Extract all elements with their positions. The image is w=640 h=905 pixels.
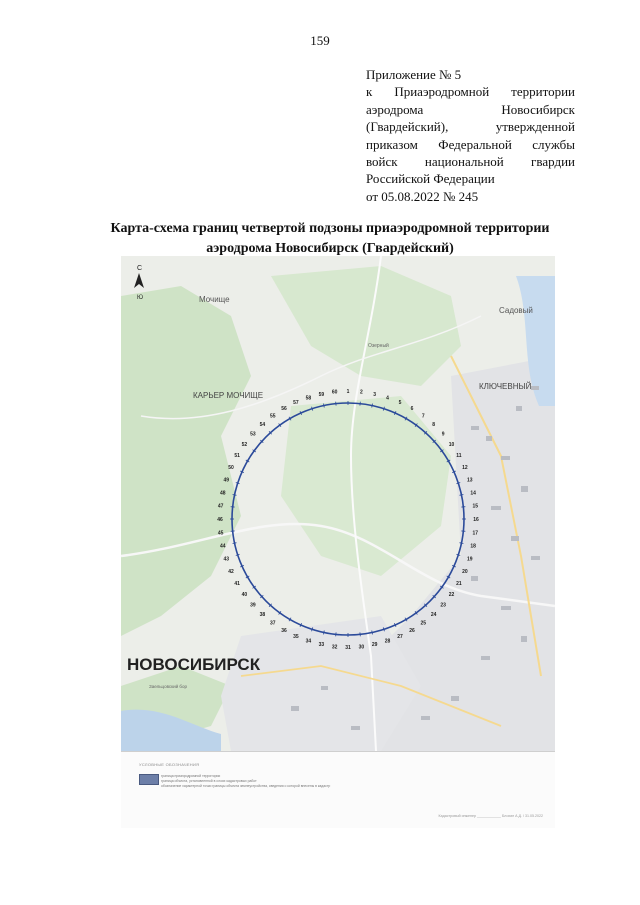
boundary-point-label: 14 — [470, 490, 476, 497]
boundary-point-label: 5 — [398, 400, 402, 407]
boundary-point-label: 45 — [217, 530, 224, 537]
page-number: 159 — [310, 33, 330, 48]
boundary-point-label: 38 — [259, 612, 266, 619]
boundary-point-label: 25 — [420, 620, 427, 627]
place-label: Заельцовский бор — [149, 684, 187, 689]
boundary-point-label: 21 — [456, 581, 462, 587]
map-title-line: Карта-схема границ четвертой подзоны приаэродромной территории — [110, 221, 550, 236]
boundary-point-label: 33 — [318, 642, 325, 649]
boundary-point-label: 6 — [410, 406, 414, 413]
boundary-point-label: 7 — [421, 413, 425, 420]
legend-header: УСЛОВНЫЕ ОБОЗНАЧЕНИЯ — [139, 762, 200, 767]
boundary-point-label: 52 — [241, 441, 248, 448]
boundary-point-label: 58 — [305, 395, 312, 402]
boundary-point-label: 59 — [318, 391, 325, 398]
boundary-point-label: 60 — [331, 389, 338, 396]
boundary-point-label: 28 — [384, 638, 391, 645]
legend-item: граница приаэродромной территории — [161, 774, 221, 778]
boundary-point-label: 13 — [466, 477, 473, 484]
appendix-line: аэродрома Новосибирск — [366, 101, 575, 117]
boundary-point-label: 18 — [470, 543, 476, 550]
appendix-line: к Приаэродромной территории — [366, 84, 575, 100]
boundary-point-label: 43 — [223, 556, 230, 563]
city-label: НОВОСИБИРСК — [127, 655, 261, 674]
boundary-point-label: 54 — [259, 421, 266, 428]
map-title — [60, 219, 600, 259]
boundary-point-label: 49 — [223, 477, 230, 484]
boundary-point-label: 17 — [472, 530, 479, 537]
legend-item: обозначение характерной точки границы объекта землеустройства, сведения о которой внесены в кадастр — [161, 784, 331, 788]
map-svg — [121, 256, 555, 751]
appendix-line: Приложение № 5 — [366, 67, 462, 82]
appendix-line: Российской Федерации — [366, 171, 495, 187]
legend-symbol — [139, 774, 159, 785]
boundary-point-label: 12 — [462, 464, 468, 471]
boundary-point-label: 22 — [448, 592, 455, 599]
appendix-line: от 05.08.2022 № 245 — [366, 188, 479, 204]
appendix-block — [366, 66, 575, 205]
boundary-point-label: 34 — [305, 638, 312, 645]
legend-block — [121, 751, 555, 828]
boundary-point-label: 23 — [440, 602, 446, 609]
boundary-point-label: 37 — [269, 620, 276, 627]
boundary-point-label: 11 — [456, 453, 462, 459]
boundary-point-label: 19 — [466, 556, 473, 563]
boundary-point-label: 57 — [293, 400, 299, 407]
place-label: Мочище — [199, 295, 230, 304]
boundary-point-label: 24 — [430, 612, 437, 619]
boundary-point-label: 15 — [472, 503, 479, 510]
appendix-line: приказом Федеральной службы — [366, 136, 575, 152]
place-label: КАРЬЕР МОЧИЩЕ — [193, 391, 264, 400]
appendix-line: войск национальной гвардии — [366, 154, 575, 170]
boundary-point-label: 41 — [234, 581, 240, 587]
boundary-point-label: 2 — [359, 389, 363, 396]
appendix-line: (Гвардейский), утвержденной — [366, 119, 575, 135]
map-title-line: аэродрома Новосибирск (Гвардейский) — [206, 241, 454, 256]
boundary-point-label: 44 — [220, 543, 226, 550]
place-label: Озерный — [368, 343, 389, 349]
boundary-point-label: 1 — [346, 389, 350, 395]
compass-north-label: С — [137, 265, 143, 272]
boundary-point-label: 39 — [250, 602, 256, 609]
boundary-point-label: 40 — [241, 592, 248, 599]
legend-item: граница объекта, установленной в слоях кадастровых работ — [161, 779, 257, 783]
boundary-point-label: 3 — [373, 391, 377, 398]
boundary-point-label: 32 — [331, 644, 338, 651]
boundary-point-label: 30 — [358, 644, 365, 651]
boundary-point-label: 26 — [409, 627, 415, 634]
boundary-point-label: 48 — [220, 490, 226, 497]
place-label: КЛЮЧЕВНЫЙ — [479, 382, 532, 391]
compass-south-label: Ю — [137, 295, 144, 301]
legend-signature: Кадастровый инженер ____________ Блохин А.Д. / 31.05.2022 — [438, 814, 543, 818]
boundary-point-label: 8 — [432, 421, 436, 428]
boundary-point-label: 10 — [448, 441, 455, 448]
boundary-point-label: 46 — [217, 517, 223, 523]
place-label: Садовый — [499, 306, 533, 315]
boundary-point-label: 47 — [217, 503, 224, 510]
boundary-point-label: 42 — [228, 569, 234, 576]
map-frame — [121, 256, 555, 751]
boundary-point-label: 36 — [281, 627, 287, 634]
boundary-point-label: 31 — [345, 645, 351, 651]
boundary-point-label: 53 — [250, 431, 256, 438]
boundary-point-label: 20 — [462, 569, 468, 576]
boundary-point-label: 27 — [397, 633, 403, 640]
boundary-point-label: 35 — [293, 633, 299, 640]
boundary-point-label: 50 — [228, 464, 234, 471]
boundary-point-label: 16 — [473, 517, 479, 523]
boundary-point-label: 56 — [281, 406, 287, 413]
boundary-point-label: 29 — [371, 642, 378, 649]
boundary-point-label: 9 — [441, 431, 445, 438]
boundary-point-label: 4 — [386, 395, 389, 402]
boundary-point-label: 55 — [269, 413, 276, 420]
boundary-point-label: 51 — [234, 453, 240, 459]
